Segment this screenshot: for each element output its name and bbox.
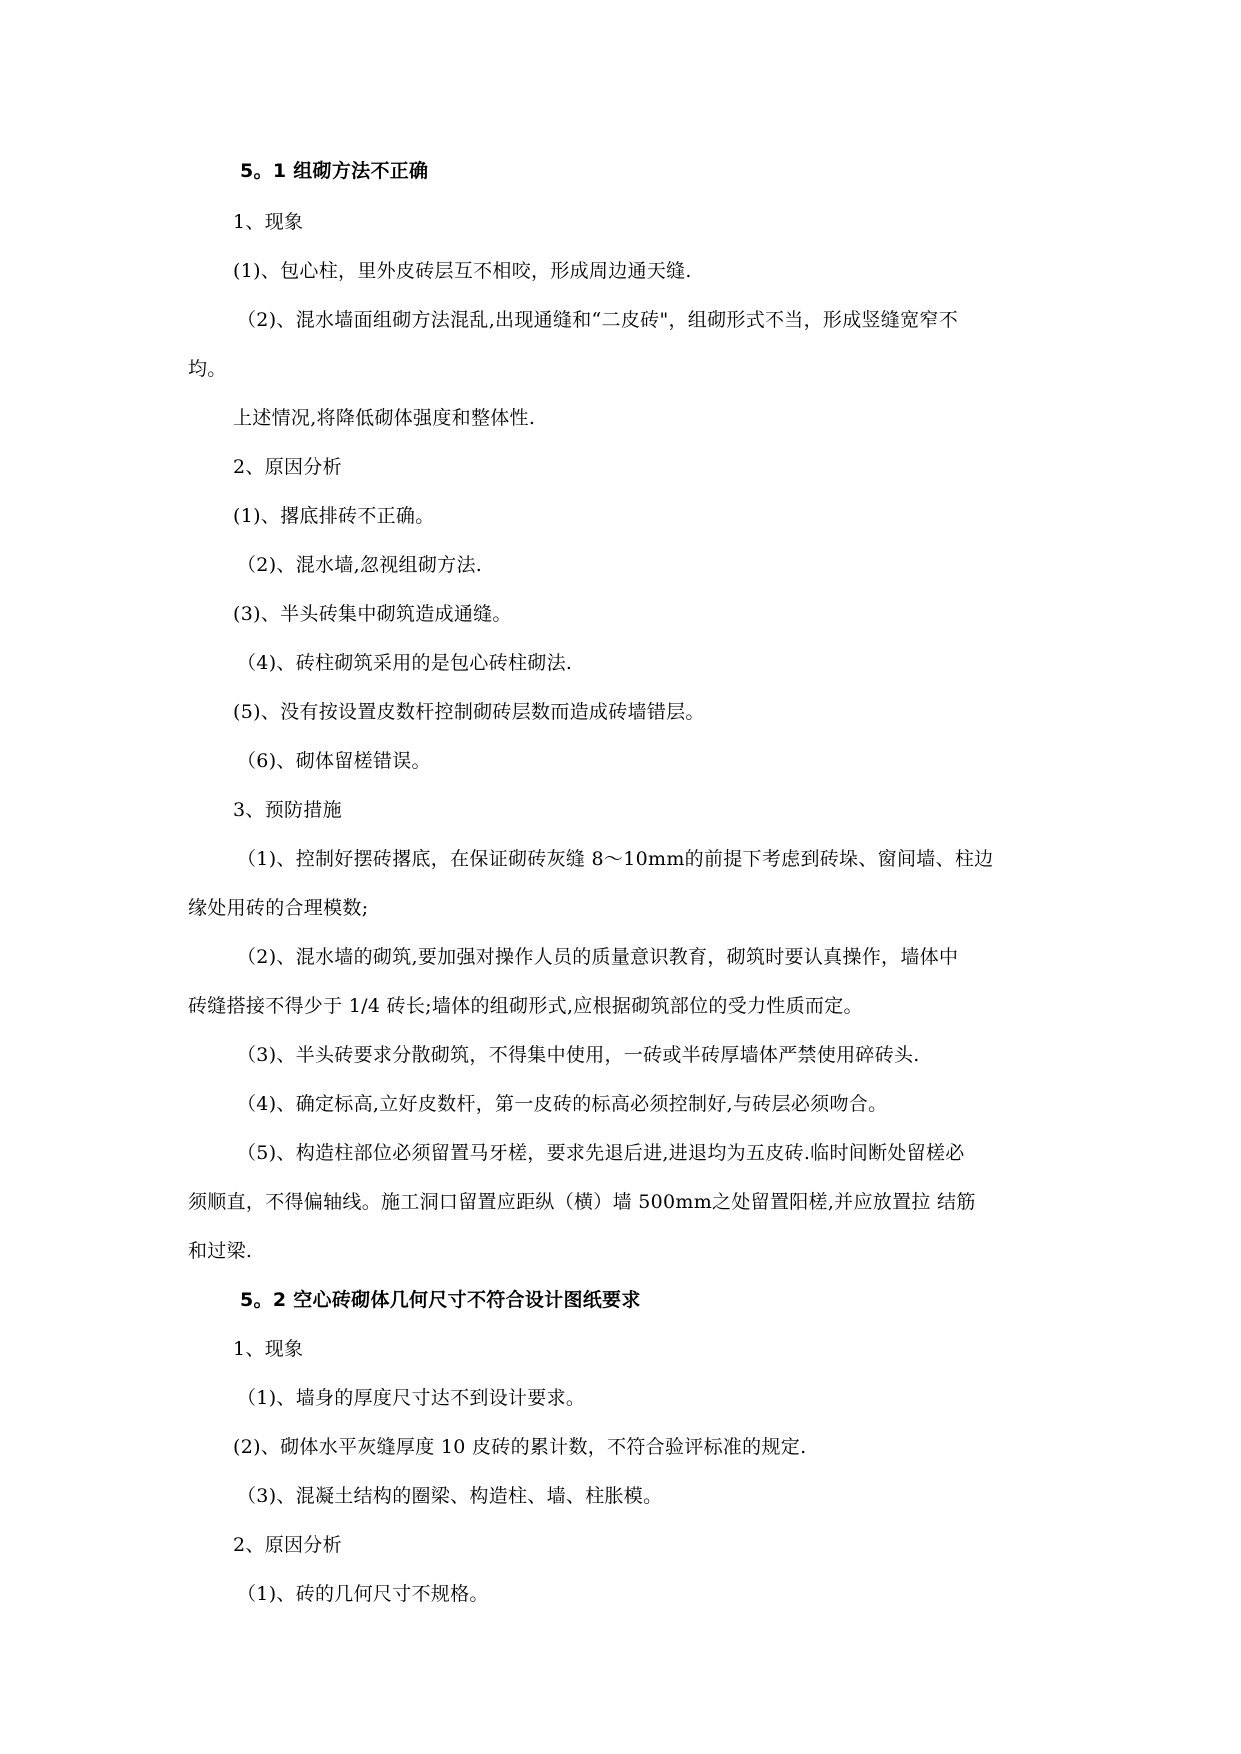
paragraph-line: 上述情况,将降低砌体强度和整体性. (233, 407, 536, 429)
paragraph-line: 和过梁. (188, 1240, 253, 1262)
paragraph-line: （1)、墙身的厚度尺寸达不到设计要求。 (237, 1387, 586, 1409)
subsection-title: 1、现象 (233, 1338, 304, 1360)
subsection-title: 2、原因分析 (233, 456, 342, 478)
paragraph-line: (1)、撂底排砖不正确。 (233, 505, 435, 527)
paragraph-line: （5)、构造柱部位必须留置马牙槎，要求先退后进,进退均为五皮砖.临时间断处留槎必 (237, 1142, 965, 1164)
paragraph-line: （2)、混水墙,忽视组砌方法. (237, 554, 483, 576)
paragraph-line: (2)、砌体水平灰缝厚度 10 皮砖的累计数，不符合验评标准的规定. (233, 1436, 807, 1458)
subsection-title: 1、现象 (233, 211, 304, 233)
paragraph-line: 须顺直，不得偏轴线。施工洞口留置应距纵（横）墙 500mm之处留置阳槎,并应放置拉 结筋 (188, 1191, 976, 1213)
subsection-title: 3、预防措施 (233, 799, 342, 821)
paragraph-line: (1)、包心柱，里外皮砖层互不相咬，形成周边通天缝. (233, 260, 692, 282)
section-heading: 5。1 组砌方法不正确 (240, 160, 429, 182)
paragraph-line: （6)、砌体留槎错误。 (237, 750, 431, 772)
paragraph-line: （4)、砖柱砌筑采用的是包心砖柱砌法. (237, 652, 573, 674)
paragraph-line: 均。 (188, 358, 227, 380)
paragraph-line: （1)、控制好摆砖撂底，在保证砌砖灰缝 8～10mm的前提下考虑到砖垛、窗间墙、柱边 (237, 848, 994, 870)
paragraph-line: （3)、半头砖要求分散砌筑，不得集中使用，一砖或半砖厚墙体严禁使用碎砖头. (237, 1044, 920, 1066)
paragraph-line: （2)、混水墙面组砌方法混乱,出现通缝和“二皮砖"，组砌形式不当，形成竖缝宽窄不 (237, 309, 958, 331)
paragraph-line: （2)、混水墙的砌筑,要加强对操作人员的质量意识教育，砌筑时要认真操作，墙体中 (237, 946, 959, 968)
section-heading: 5。2 空心砖砌体几何尺寸不符合设计图纸要求 (240, 1289, 641, 1311)
paragraph-line: 砖缝搭接不得少于 1/4 砖长;墙体的组砌形式,应根据砌筑部位的受力性质而定。 (188, 995, 863, 1017)
paragraph-line: 缘处用砖的合理模数; (188, 897, 369, 919)
paragraph-line: (3)、半头砖集中砌筑造成通缝。 (233, 603, 512, 625)
paragraph-line: （4)、确定标高,立好皮数杆，第一皮砖的标高必须控制好,与砖层必须吻合。 (237, 1093, 888, 1115)
paragraph-line: （1)、砖的几何尺寸不规格。 (237, 1583, 489, 1605)
paragraph-line: （3)、混凝土结构的圈梁、构造柱、墙、柱胀模。 (237, 1485, 663, 1507)
paragraph-line: (5)、没有按设置皮数杆控制砌砖层数而造成砖墙错层。 (233, 701, 705, 723)
subsection-title: 2、原因分析 (233, 1534, 342, 1556)
